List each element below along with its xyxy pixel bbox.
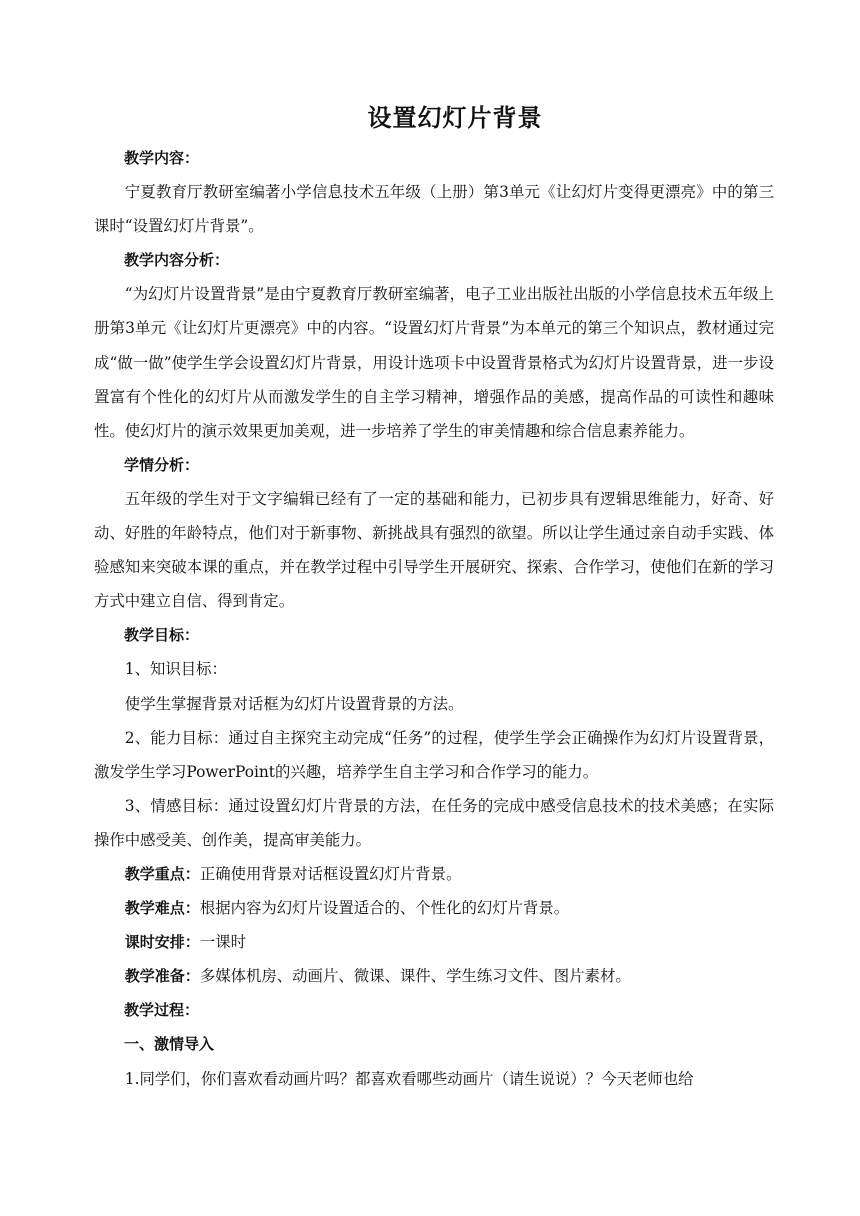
key-point-value: 正确使用背景对话框设置幻灯片背景。 [199, 864, 462, 883]
goal3-paragraph: 3、情感目标：通过设置幻灯片背景的方法，在任务的完成中感受信息技术的技术美感；在实际操作中感受美、创作美，提高审美能力。 [94, 796, 774, 849]
goal1-paragraph: 使学生掌握背景对话框为幻灯片设置背景的方法。 [124, 694, 464, 713]
difficulty-label: 教学难点： [124, 899, 200, 918]
schedule-value: 一课时 [199, 933, 246, 952]
key-point-label: 教学重点： [124, 864, 200, 883]
difficulty-value: 根据内容为幻灯片设置适合的、个性化的幻灯片背景。 [199, 899, 570, 918]
prep-label: 教学准备： [124, 967, 200, 986]
section1-heading: 一、激情导入 [124, 1035, 215, 1054]
document-body [94, 141, 774, 1096]
goals-heading: 教学目标： [124, 626, 200, 645]
prep-value: 多媒体机房、动画片、微课、课件、学生练习文件、图片素材。 [199, 967, 631, 986]
process-heading: 教学过程： [124, 1001, 200, 1020]
difficulty-line [94, 891, 774, 925]
section1-paragraph: 1.同学们，你们喜欢看动画片吗？都喜欢看哪些动画片（请生说说）？今天老师也给 [124, 1069, 694, 1088]
schedule-line [94, 925, 774, 959]
content-heading: 教学内容： [124, 149, 200, 167]
goal2-paragraph: 2、能力目标：通过自主探究主动完成“任务”的过程，使学生学会正确操作为幻灯片设置背景，激发学生学习PowerPoint的兴趣，培养学生自主学习和合作学习的能力。 [94, 728, 774, 781]
key-point-line [94, 857, 774, 891]
goal1-label: 1、知识目标： [124, 660, 227, 679]
analysis-paragraph: “为幻灯片设置背景”是由宁夏教育厅教研室编著，电子工业出版社出版的小学信息技术五年级上册第3单元《让幻灯片更漂亮》中的内容。“设置幻灯片背景”为本单元的第三个知识点，教材通过完成“做一做”使学生学会设置幻灯片背景，用设计选项卡中设置背景格式为幻灯片设置背景，进一步设置富有个性化的幻灯片从而激发学生的自主学习精神，增强作品的美感，提高作品的可读性和趣味性。使幻灯片的演示效果更加美观，进一步培养了学生的审美情趣和综合信息素养能力。 [94, 285, 774, 440]
document-title: 设置幻灯片背景 [367, 104, 543, 132]
prep-line [94, 959, 774, 993]
student-analysis-paragraph: 五年级的学生对于文字编辑已经有了一定的基础和能力，已初步具有逻辑思维能力，好奇、好动、好胜的年龄特点，他们对于新事物、新挑战具有强烈的欲望。所以让学生通过亲自动手实践、体验感知来突破本课的重点，并在教学过程中引导学生开展研究、探索、合作学习，使他们在新的学习方式中建立自信、得到肯定。 [94, 489, 774, 611]
schedule-label: 课时安排： [124, 933, 200, 952]
student-analysis-heading: 学情分析： [124, 455, 200, 474]
analysis-heading: 教学内容分析： [124, 251, 230, 270]
content-paragraph: 宁夏教育厅教研室编著小学信息技术五年级（上册）第3单元《让幻灯片变得更漂亮》中的第三课时“设置幻灯片背景”。 [94, 183, 774, 236]
